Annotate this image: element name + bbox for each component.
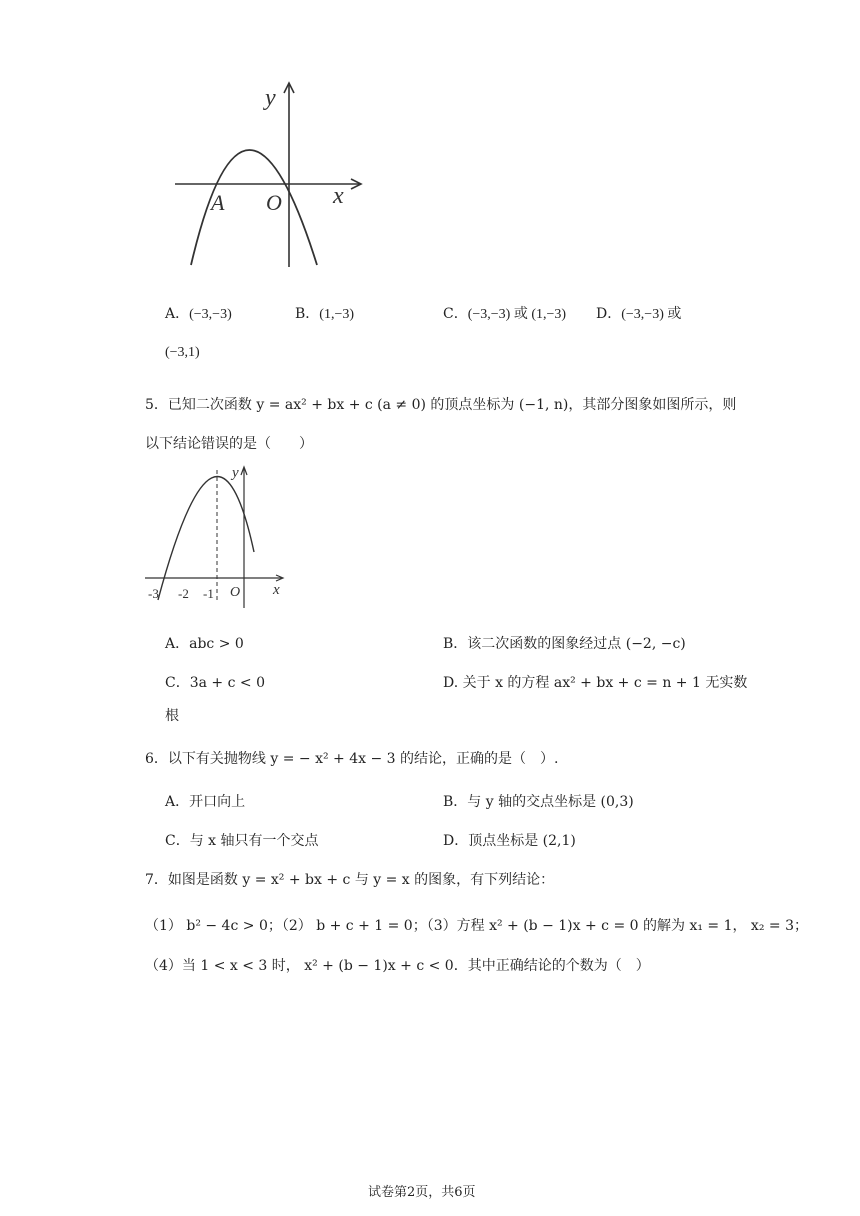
q6-option-a[interactable]: A．开口向上 xyxy=(165,794,246,810)
page-footer: 试卷第2页，共6页 xyxy=(368,1185,476,1200)
q4-option-b-value: (1,−3) xyxy=(319,307,355,322)
q6-option-d[interactable]: D．顶点坐标是 (2,1) xyxy=(443,833,576,849)
q7-statement-4: （4）当 1 < x < 3 时， x² + (b − 1)x + c < 0．其中正确结论的个数为（ ） xyxy=(145,958,650,974)
tick-label-neg1: -1 xyxy=(203,586,214,601)
q4-option-c-value: (−3,−3) 或 (1,−3) xyxy=(467,307,567,322)
q4-option-c[interactable]: C．(−3,−3) 或 (1,−3) xyxy=(443,306,567,322)
q4-option-a[interactable]: A．(−3,−3) xyxy=(165,306,232,322)
q5-stem-line2: 以下结论错误的是（ ） xyxy=(145,436,313,452)
x-axis-label: x xyxy=(273,582,280,598)
figure-parabola-1 xyxy=(165,75,375,275)
parabola-curve xyxy=(191,150,317,265)
q5-stem-line1: 5．已知二次函数 y = ax² + bx + c (a ≠ 0) 的顶点坐标为 (−1, n)，其部分图象如图所示，则 xyxy=(145,397,737,413)
y-axis-label: y xyxy=(265,85,276,111)
q7-statements-1-3: （1） b² − 4c > 0；（2） b + c + 1 = 0；（3）方程 x² + (b − 1)x + c = 0 的解为 x₁ = 1， x₂ = 3； xyxy=(145,918,808,934)
y-axis-label: y xyxy=(232,465,239,481)
q4-option-d-cont: (−3,1) xyxy=(165,345,200,360)
q4-option-a-value: (−3,−3) xyxy=(189,307,232,322)
q5-option-a[interactable]: A．abc > 0 xyxy=(165,636,244,652)
figure-parabola-2 xyxy=(140,460,290,610)
origin-label: O xyxy=(230,585,241,600)
q7-stem: 7．如图是函数 y = x² + bx + c 与 y = x 的图象，有下列结论： xyxy=(145,872,555,888)
q5-option-b[interactable]: B．该二次函数的图象经过点 (−2, −c) xyxy=(443,636,686,652)
origin-label: O xyxy=(266,190,282,215)
q6-option-c[interactable]: C．与 x 轴只有一个交点 xyxy=(165,833,319,849)
q6-option-b[interactable]: B．与 y 轴的交点坐标是 (0,3) xyxy=(443,794,634,810)
x-axis-label: x xyxy=(333,183,344,209)
parabola-curve xyxy=(158,477,254,600)
q4-option-d-value: (−3,−3) 或 xyxy=(621,307,682,322)
q5-option-c[interactable]: C．3a + c < 0 xyxy=(165,675,265,691)
q4-option-b[interactable]: B．(1,−3) xyxy=(295,306,355,322)
tick-label-neg2: -2 xyxy=(178,586,189,601)
q5-option-d-cont: 根 xyxy=(165,708,179,724)
point-a-label: A xyxy=(211,190,225,215)
tick-label-neg3: -3 xyxy=(148,586,159,601)
q5-option-d[interactable]: D. 关于 x 的方程 ax² + bx + c = n + 1 无实数 xyxy=(443,675,748,691)
q4-option-d[interactable]: D．(−3,−3) 或 xyxy=(596,306,682,322)
q6-stem: 6．以下有关抛物线 y = − x² + 4x − 3 的结论，正确的是（ ）. xyxy=(145,751,559,767)
